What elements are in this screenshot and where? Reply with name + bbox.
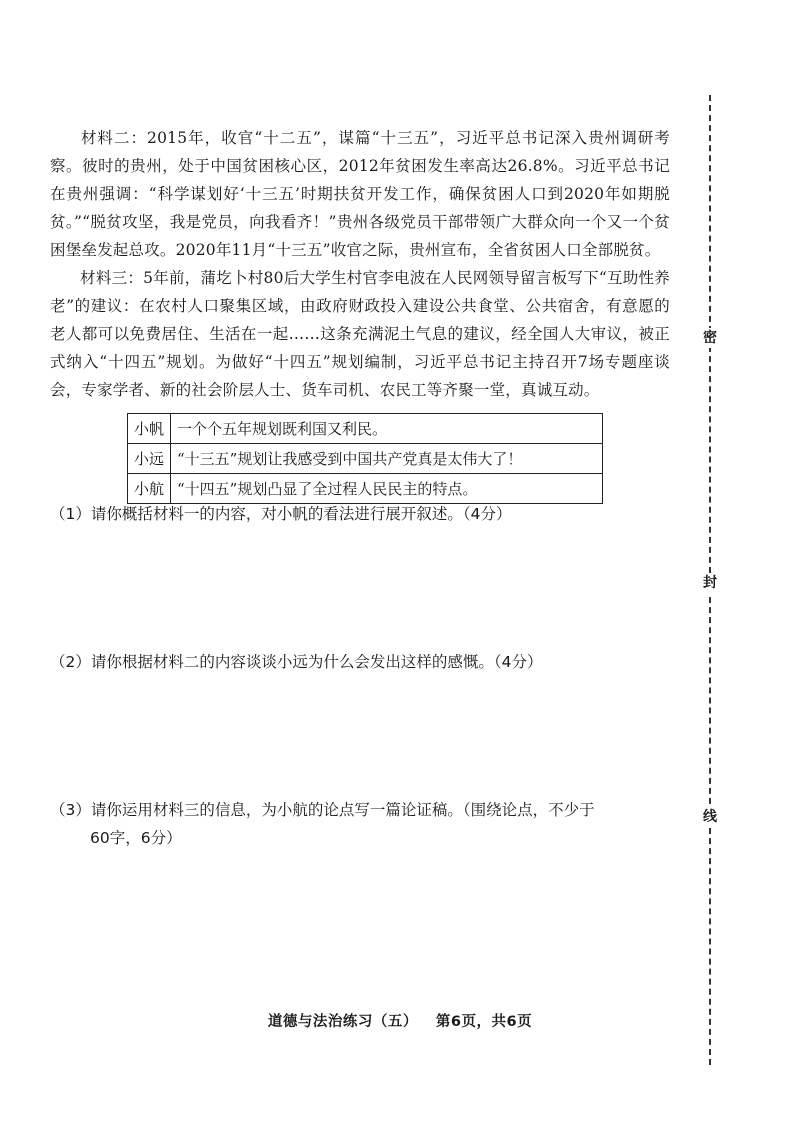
question-3-line-2: 60字，6分） xyxy=(90,829,182,847)
question-3 xyxy=(50,796,670,852)
page-footer xyxy=(0,1010,800,1031)
opinion-row-xiaoyuan xyxy=(128,444,603,474)
opinion-text: “十四五”规划凸显了全过程人民民主的特点。 xyxy=(171,474,603,504)
opinion-row-xiaofan xyxy=(128,414,603,444)
opinion-name: 小帆 xyxy=(128,414,171,444)
opinion-name: 小航 xyxy=(128,474,171,504)
opinion-text: 一个个五年规划既利国又利民。 xyxy=(171,414,603,444)
material-two-paragraph xyxy=(50,124,670,264)
question-2: （2）请你根据材料二的内容谈谈小远为什么会发出这样的感慨。（4分） xyxy=(50,653,543,671)
opinion-name: 小远 xyxy=(128,444,171,474)
opinions-table xyxy=(127,413,603,504)
seal-char-xian: 线 xyxy=(700,807,720,827)
seal-line-margin xyxy=(700,95,720,1065)
footer-subject: 道德与法治练习（五） xyxy=(267,1014,418,1030)
seal-char-feng: 封 xyxy=(700,573,720,593)
material-two-text: 材料二：2015年，收官“十二五”，谋篇“十三五”，习近平总书记深入贵州调研考察。彼时的贵州，处于中国贫困核心区，2012年贫困发生率高达26.8%。习近平总书记在贵州强调：“科学谋划好‘十三五’时期扶贫开发工作，确保贫困人口到2020年如期脱贫。”“脱贫攻坚，我是党员，向我看齐！”贵州各级党员干部带领广大群众向一个又一个贫困堡垒发起总攻。2020年11月“十三五”收官之际，贵州宣布，全省贫困人口全部脱贫。 xyxy=(50,129,670,259)
question-1: （1）请你概括材料一的内容，对小帆的看法进行展开叙述。（4分） xyxy=(50,505,512,523)
question-3-line-1: （3）请你运用材料三的信息，为小航的论点写一篇论证稿。（围绕论点，不少于 xyxy=(50,801,595,819)
opinion-text: “十三五”规划让我感受到中国共产党真是太伟大了！ xyxy=(171,444,603,474)
footer-page-number: 第6页，共6页 xyxy=(435,1014,533,1030)
seal-char-mi: 密 xyxy=(700,328,720,348)
material-three-text: 材料三：5年前，蒲圪卜村80后大学生村官李电波在人民网领导留言板写下“互助性养老”的建议：在农村人口聚集区域，由政府财政投入建设公共食堂、公共宿舍，有意愿的老人都可以免费居住、生活在一起……这条充满泥土气息的建议，经全国人大审议，被正式纳入“十四五”规划。为做好“十四五”规划编制，习近平总书记主持召开7场专题座谈会，专家学者、新的社会阶层人士、货车司机、农民工等齐聚一堂，真诚互动。 xyxy=(50,269,670,399)
opinion-row-xiaohang xyxy=(128,474,603,504)
material-three-paragraph xyxy=(50,264,670,404)
